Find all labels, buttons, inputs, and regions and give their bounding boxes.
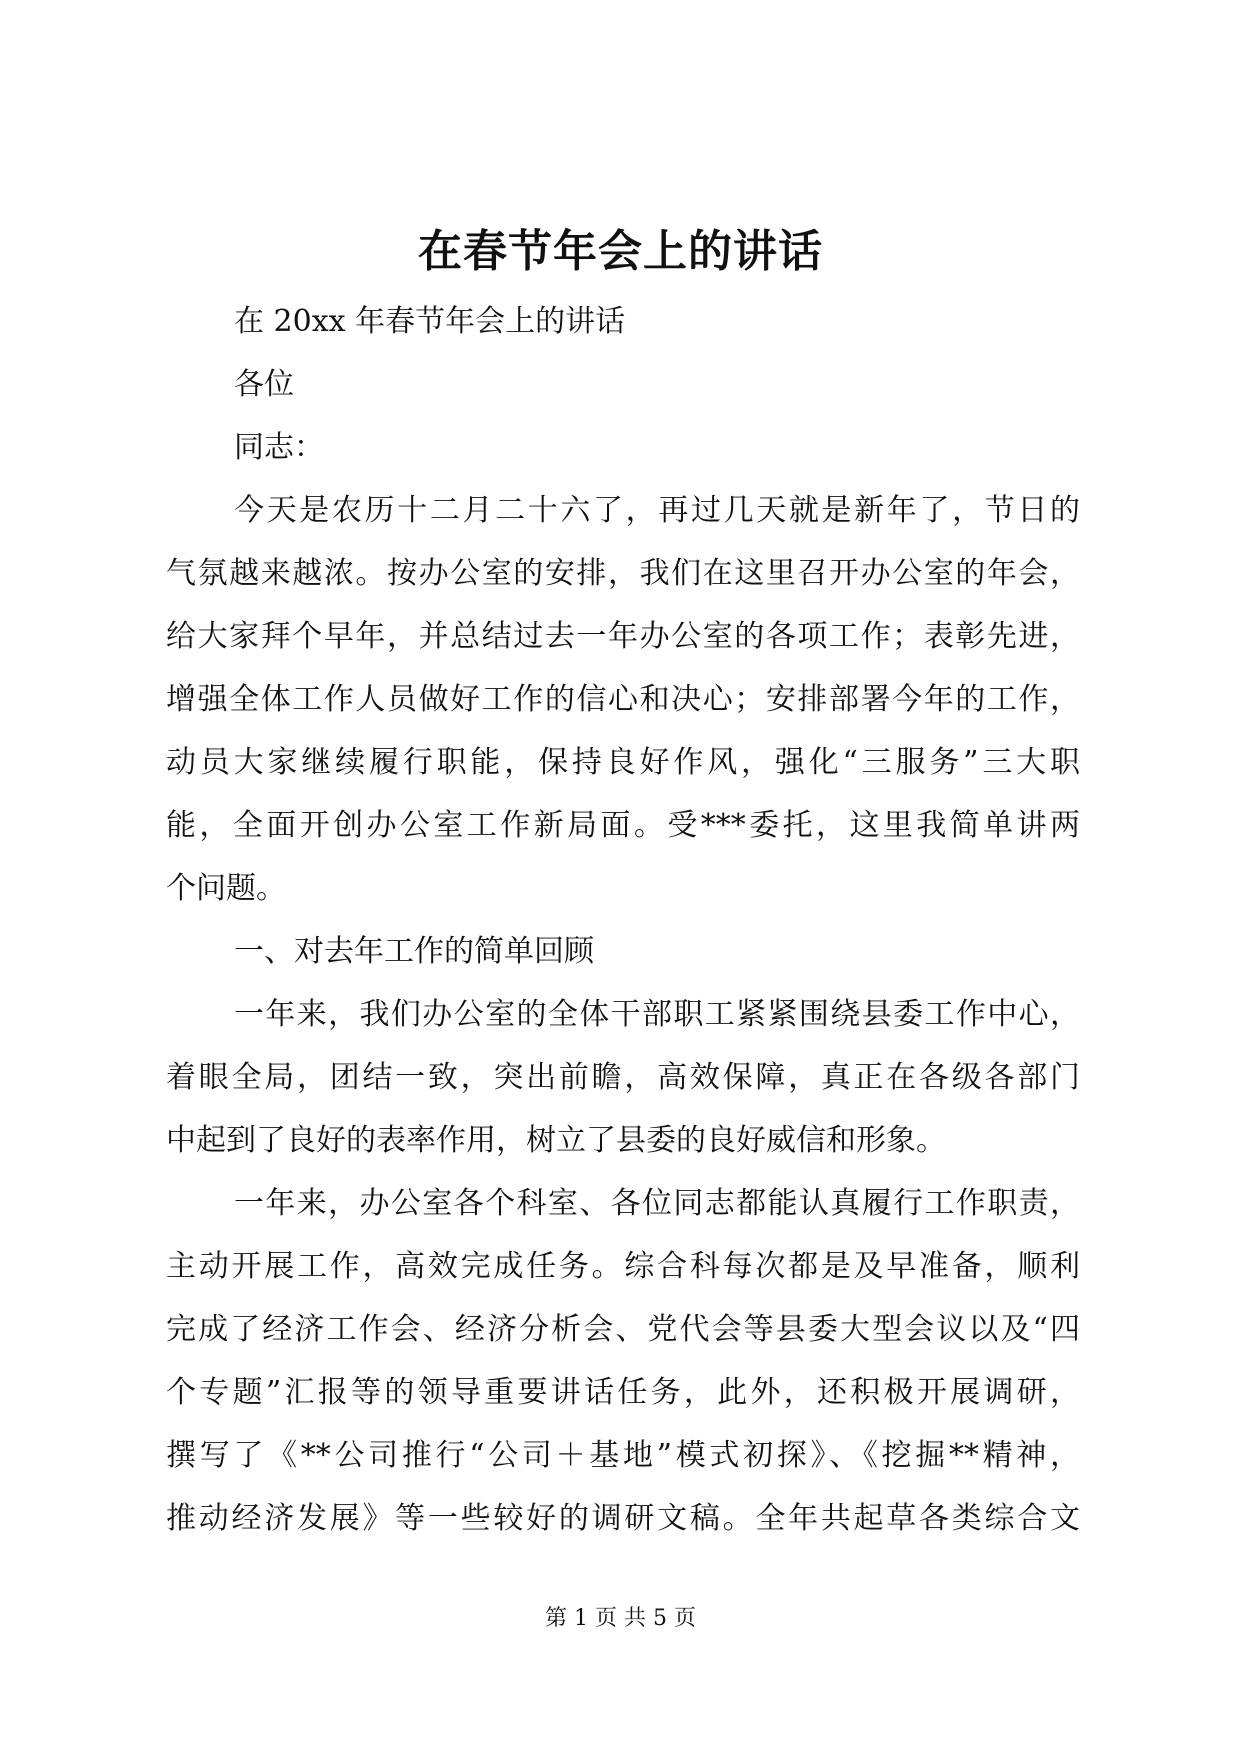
paragraph-line: 个问题。 [166,871,286,906]
paragraph-line: 中起到了良好的表率作用，树立了县委的良好威信和形象。 [166,1123,946,1158]
document-title: 在春节年会上的讲话 [418,226,823,277]
paragraph-line: 完成了经济工作会、经济分析会、党代会等县委大型会议以及“四 [166,1312,1080,1347]
section-heading: 一、对去年工作的简单回顾 [234,934,594,969]
page-footer: 第 1 页 共 5 页 [545,1606,696,1631]
document-body [166,290,1080,1550]
paragraph-line: 一年来，我们办公室的全体干部职工紧紧围绕县委工作中心， [234,997,1080,1032]
salutation-line: 同志： [234,430,324,465]
paragraph-line: 能，全面开创办公室工作新局面。受***委托，这里我简单讲两 [166,808,1080,843]
paragraph-line: 着眼全局，团结一致，突出前瞻，高效保障，真正在各级各部门 [166,1060,1080,1095]
paragraph-line: 主动开展工作，高效完成任务。综合科每次都是及早准备，顺利 [166,1249,1080,1284]
paragraph-line: 一年来，办公室各个科室、各位同志都能认真履行工作职责， [234,1186,1080,1221]
paragraph-line: 撰写了《**公司推行“公司＋基地”模式初探》、《挖掘**精神， [166,1438,1080,1473]
paragraph-line: 增强全体工作人员做好工作的信心和决心；安排部署今年的工作， [166,682,1080,717]
paragraph-line: 个专题”汇报等的领导重要讲话任务，此外，还积极开展调研， [166,1375,1080,1410]
subtitle-line: 在 20xx 年春节年会上的讲话 [234,304,626,339]
paragraph-line: 动员大家继续履行职能，保持良好作风，强化“三服务”三大职 [166,745,1080,780]
paragraph-line: 给大家拜个早年，并总结过去一年办公室的各项工作；表彰先进， [166,619,1080,654]
paragraph-line: 推动经济发展》等一些较好的调研文稿。全年共起草各类综合文 [166,1501,1080,1536]
paragraph-line: 气氛越来越浓。按办公室的安排，我们在这里召开办公室的年会， [166,556,1080,591]
salutation-line: 各位 [234,367,294,402]
paragraph-line: 今天是农历十二月二十六了，再过几天就是新年了，节日的 [234,493,1080,528]
